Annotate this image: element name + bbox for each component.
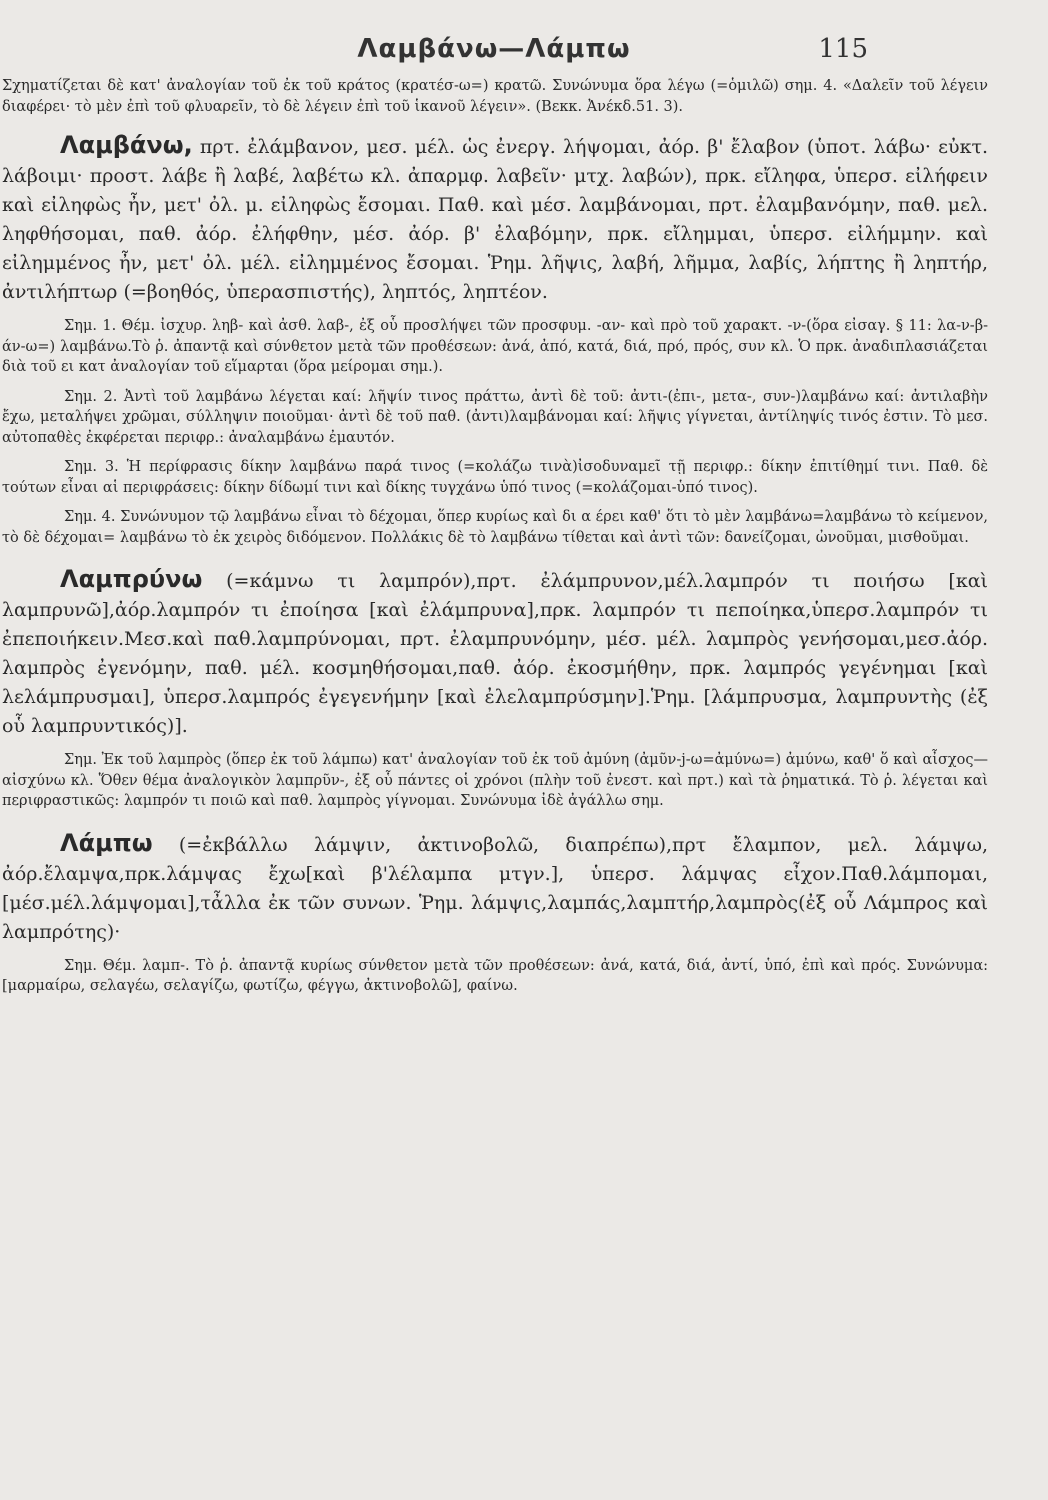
- headword: Λάμπω: [60, 828, 153, 857]
- note-lamprynō: [2, 750, 988, 812]
- entry-text: (=ἐκβάλλω λάμψιν, ἀκτινοβολῶ, διαπρέπω),πρτ ἔλαμπον, μελ. λάμψω, ἀόρ.ἔλαμψα,πρκ.λάμψας ἔχω[καὶ β'λέλαμπα μτγν.], ὑπερσ. λάμψας εἶχον.Παθ.λάμπομαι,[μέσ.μέλ.λάμψομαι],τἆλλα ἐκ τῶν συνων. Ῥημ. λάμψις,λαμπάς,λαμπτήρ,λαμπρὸς(ἐξ οὗ Λάμπρος καὶ λαμπρότης)·: [2, 833, 988, 943]
- note-text: Σημ. 3. Ἡ περίφρασις δίκην λαμβάνω παρά τινος (=κολάζω τινὰ)ἰσοδυναμεῖ τῇ περιφρ.: δίκην ἐπιτίθημί τινι. Παθ. δὲ τούτων εἶναι αἱ περιφράσεις: δίκην δίδωμί τινι καὶ δίκης τυγχάνω ὑπό τινος (=κολάζομαι-ὑπό τινος).: [2, 459, 988, 496]
- note-2: [2, 387, 988, 449]
- continuation-paragraph: [2, 76, 988, 117]
- entry-lampo: [2, 829, 988, 947]
- note-text: Σημ. Θέμ. λαμπ-. Τὸ ῥ. ἀπαντᾷ κυρίως σύνθετον μετὰ τῶν προθέσεων: ἀνά, κατά, διά, ἀντί, ὑπό, ἐπὶ καὶ πρός. Συνώνυμα: [μαρμαίρω, σελαγέω, σελαγίζω, φωτίζω, φέγγω, ἀκτινοβολῶ], φαίνω.: [2, 957, 988, 994]
- note-3: [2, 457, 988, 498]
- note-4: [2, 507, 988, 548]
- page-header: [0, 24, 988, 76]
- headword: Λαμβάνω,: [60, 131, 193, 159]
- note-1: [2, 316, 988, 378]
- entry-lamprynō: [2, 565, 988, 741]
- entry-text: (=κάμνω τι λαμπρόν),πρτ. ἐλάμπρυνον,μέλ.λαμπρόν τι ποιήσω [καὶ λαμπρυνῶ],ἀόρ.λαμπρόν τι ἐποίησα [καὶ ἐλάμπρυνα],πρκ. λαμπρόν τι πεποίηκα,ὑπερσ.λαμπρόν τι ἐπεποιήκειν.Μεσ.καὶ παθ.λαμπρύνομαι, πρτ. ἐλαμπρυνόμην, μέσ. μέλ. λαμπρὸς γενήσομαι,μεσ.ἀόρ. λαμπρὸς ἐγενόμην, παθ. μέλ. κοσμηθήσομαι,παθ. ἀόρ. ἐκοσμήθην, πρκ. λαμπρός γεγένημαι [καὶ λελάμπρυσμαι], ὑπερσ.λαμπρός ἐγεγενήμην [καὶ ἐλελαμπρύσμην].Ῥημ. [λάμπρυσμα, λαμπρυντὴς (ἐξ οὗ λαμπρυντικός)].: [2, 570, 988, 737]
- note-text: Σημ. 1. Θέμ. ἰσχυρ. ληβ- καὶ ἀσθ. λαβ-, ἐξ οὗ προσλήψει τῶν προσφυμ. -αν- καὶ πρὸ τοῦ χαρακτ. -ν-(ὅρα εἰσαγ. § 11: λα-ν-β-άν-ω=) λαμβάνω.Τὸ ῥ. ἀπαντᾷ καὶ σύνθετον μετὰ τῶν προθέσεων: ἀνά, ἀπό, κατά, διά, πρό, πρός, συν κλ. Ὁ πρκ. ἀναδιπλασιάζεται διὰ τοῦ ει κατ ἀναλογίαν τοῦ εἵμαρται (ὅρα μείρομαι σημ.).: [2, 318, 988, 375]
- paragraph-text: Σχηματίζεται δὲ κατ' ἀναλογίαν τοῦ ἐκ τοῦ κράτος (κρατέσ-ω=) κρατῶ. Συνώνυμα ὅρα λέγω (=ὁμιλῶ) σημ. 4. «Δαλεῖν τοῦ λέγειν διαφέρει· τὸ μὲν ἐπὶ τοῦ φλυαρεῖν, τὸ δὲ λέγειν ἐπὶ τοῦ ἱκανοῦ λέγειν». (Βεκκ. Ἀνέκδ.51. 3).: [2, 78, 988, 115]
- note-text: Σημ. Ἐκ τοῦ λαμπρὸς (ὅπερ ἐκ τοῦ λάμπω) κατ' ἀναλογίαν τοῦ ἐκ τοῦ ἀμύνη (ἀμῦν-j-ω=ἀμύνω=) ἀμύνω, καθ' ὅ καὶ αἶσχος—αἰσχύνω κλ. Ὅθεν θέμα ἀναλογικὸν λαμπρῦν-, ἐξ οὗ πάντες οἱ χρόνοι (πλὴν τοῦ ἐνεστ. καὶ πρτ.) καὶ τὰ ῥηματικά. Τὸ ῥ. λέγεται καὶ περιφραστικῶς: λαμπρόν τι ποιῶ καὶ παθ. λαμπρὸς γίγνομαι. Συνώνυμα ἰδὲ ἀγάλλω σημ.: [2, 752, 988, 809]
- entry-text: πρτ. ἐλάμβανον, μεσ. μέλ. ὡς ἐνεργ. λήψομαι, ἀόρ. β' ἔλαβον (ὑποτ. λάβω· εὐκτ. λάβοιμι· προστ. λάβε ἢ λαβέ, λαβέτω κλ. ἀπαρμφ. λαβεῖν· μτχ. λαβών), πρκ. εἴληφα, ὑπερσ. εἰλήφειν καὶ εἰληφὼς ἦν, μετ' ὀλ. μ. εἰληφὼς ἔσομαι. Παθ. καὶ μέσ. λαμβάνομαι, πρτ. ἐλαμβανόμην, παθ. μελ. ληφθήσομαι, παθ. ἀόρ. ἐλήφθην, μέσ. ἀόρ. β' ἐλαβόμην, πρκ. εἴλημμαι, ὑπερσ. εἰλήμμην. καὶ εἰλημμένος ἦν, μετ' ὀλ. μέλ. εἰλημμένος ἔσομαι. Ῥημ. λῆψις, λαβή, λῆμμα, λαβίς, λήπτης ἢ ληπτήρ, ἀντιλήπτωρ (=βοηθός, ὑπερασπιστής), ληπτός, ληπτέον.: [2, 136, 988, 303]
- page-number: 115: [818, 34, 868, 64]
- note-text: Σημ. 2. Ἀντὶ τοῦ λαμβάνω λέγεται καί: λῆψίν τινος πράττω, ἀντὶ δὲ τοῦ: ἀντι-(ἐπι-, μετα-, συν-)λαμβάνω καί: ἀντιλαβὴν ἔχω, μεταλήψει χρῶμαι, σύλληψιν ποιοῦμαι· ἀντὶ δὲ τοῦ παθ. (ἀντι)λαμβάνομαι καί: λῆψις γίγνεται, ἀντίληψίς τινός ἐστιν. Τὸ μεσ. αὐτοπαθὲς ἐκφέρεται περιφρ.: ἀναλαμβάνω ἐμαυτόν.: [2, 388, 988, 446]
- running-title: Λαμβάνω—Λάμπω: [357, 34, 631, 64]
- note-lampo: [2, 956, 988, 997]
- note-text: Σημ. 4. Συνώνυμον τῷ λαμβάνω εἶναι τὸ δέχομαι, ὅπερ κυρίως καὶ δι α έρει καθ' ὅτι τὸ μὲν λαμβάνω=λαμβάνω τὸ κείμενον, τὸ δὲ δέχομαι= λαμβάνω τὸ ἐκ χειρὸς διδόμενον. Πολλάκις δὲ τὸ λαμβάνω τίθεται καὶ ἀντὶ τῶν: δανείζομαι, ὠνοῦμαι, μισθοῦμαι.: [2, 509, 988, 546]
- page-body: [0, 76, 988, 997]
- entry-lambano: [2, 131, 988, 307]
- headword: Λαμπρύνω: [60, 565, 203, 593]
